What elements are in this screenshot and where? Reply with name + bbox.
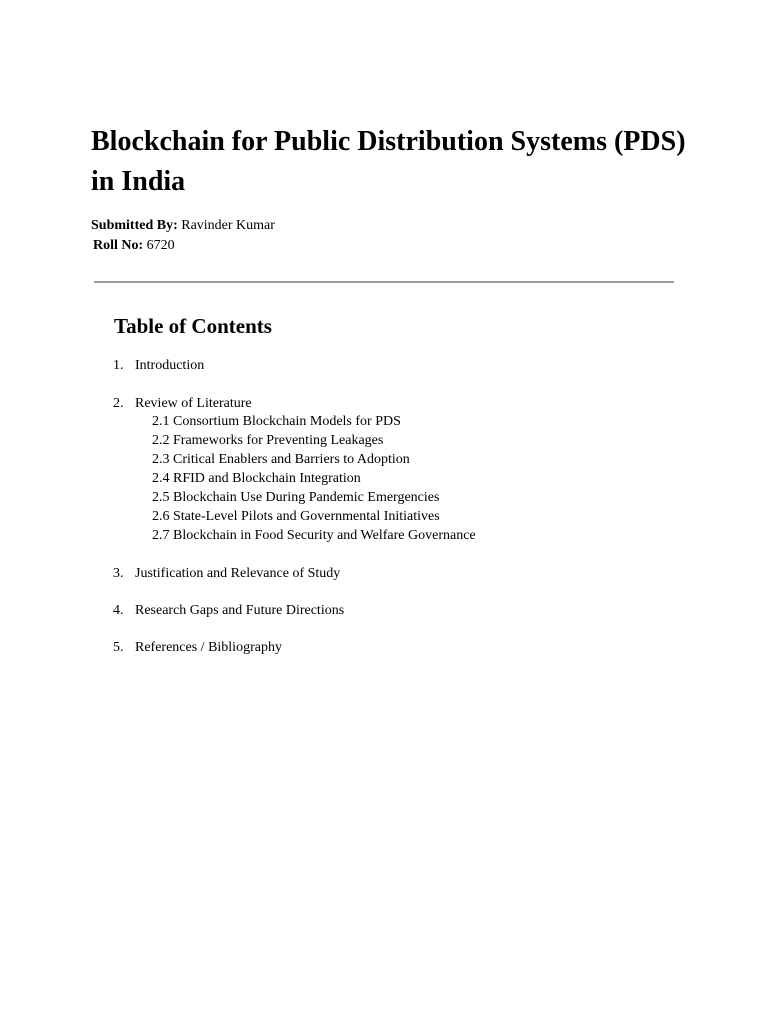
toc-subitem: 2.1 Consortium Blockchain Models for PDS (152, 414, 401, 429)
toc-subitem: 2.3 Critical Enablers and Barriers to Adoption (152, 452, 410, 467)
toc-heading: Table of Contents (114, 314, 272, 338)
roll-no-value: 6720 (146, 238, 175, 253)
toc-item-introduction: Introduction (135, 358, 205, 373)
toc-subitem: 2.4 RFID and Blockchain Integration (152, 471, 361, 486)
document-title: Blockchain for Public Distribution Systems (PDS) in India (91, 126, 686, 197)
toc-item-number: 3. (113, 566, 124, 581)
toc-item-review-of-literature: Review of Literature (135, 396, 252, 411)
toc-item-number: 1. (113, 358, 124, 373)
toc-item-references: References / Bibliography (135, 640, 282, 655)
submitted-by-label: Submitted By: (91, 218, 178, 233)
toc-item-justification: Justification and Relevance of Study (135, 566, 341, 581)
submitted-by-value: Ravinder Kumar (181, 218, 275, 233)
horizontal-divider (94, 281, 674, 283)
roll-no-line (93, 237, 175, 255)
toc-subitem: 2.2 Frameworks for Preventing Leakages (152, 433, 384, 448)
toc-item-number: 4. (113, 603, 124, 618)
toc-item-number: 2. (113, 396, 124, 411)
toc-subitem: 2.6 State-Level Pilots and Governmental Initiatives (152, 509, 440, 524)
toc-item-research-gaps: Research Gaps and Future Directions (135, 603, 345, 618)
toc-item-number: 5. (113, 640, 124, 655)
submitted-by-line (91, 217, 275, 235)
roll-no-label: Roll No: (93, 238, 144, 253)
toc-subitem: 2.5 Blockchain Use During Pandemic Emergencies (152, 490, 440, 505)
toc-subitem: 2.7 Blockchain in Food Security and Welfare Governance (152, 528, 476, 543)
